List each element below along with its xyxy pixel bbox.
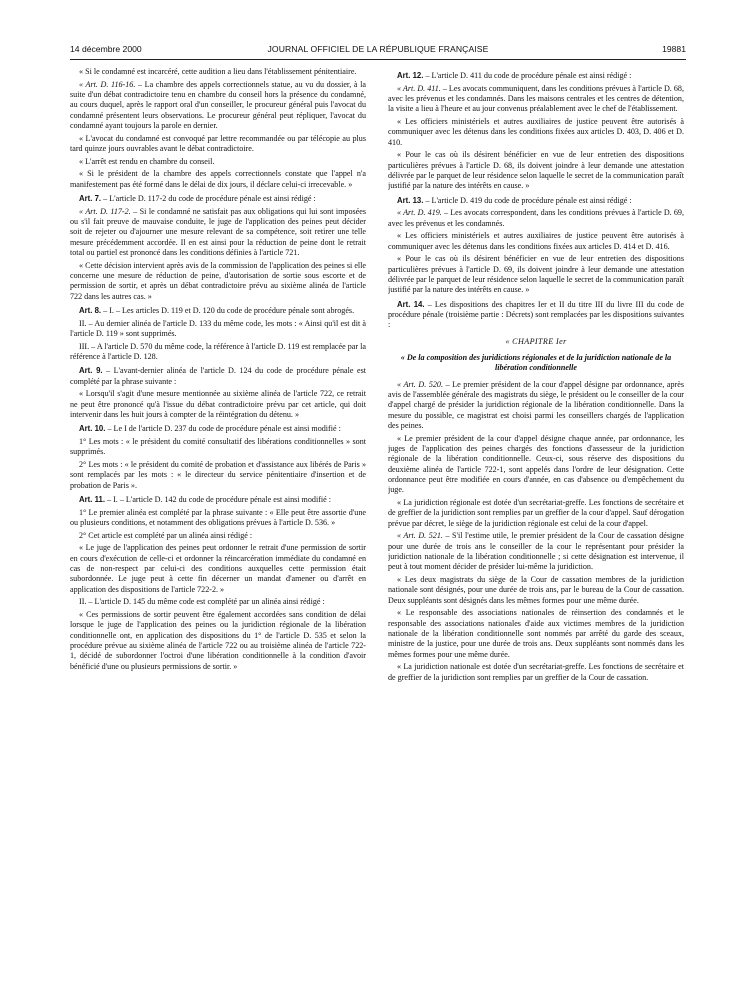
article-paragraph bbox=[388, 196, 684, 206]
paragraph-text: II. – Au dernier alinéa de l'article D. 133 du même code, les mots : « Ainsi qu'il est dit à l'article D. 119 » sont supprimés. bbox=[70, 318, 366, 338]
body-paragraph bbox=[70, 157, 366, 167]
article-reference: « Art. D. 521. bbox=[397, 531, 443, 541]
paragraph-text: 2° Cet article est complété par un alinéa ainsi rédigé : bbox=[79, 530, 253, 540]
body-paragraph bbox=[388, 84, 684, 115]
chapter-heading: « CHAPITRE Ier bbox=[505, 336, 567, 346]
body-paragraph bbox=[70, 134, 366, 155]
article-paragraph bbox=[70, 424, 366, 434]
article-paragraph bbox=[70, 366, 366, 387]
article-number: Art. 12. bbox=[397, 71, 424, 80]
body-paragraph bbox=[70, 261, 366, 302]
body-paragraph bbox=[388, 608, 684, 660]
paragraph-text: – Les dispositions des chapitres Ier et II du titre III du livre III du code de procédure pénale (troisième partie : Décrets) sont remplacées par les dispositions suivantes : bbox=[388, 299, 684, 330]
body-paragraph bbox=[388, 150, 684, 191]
paragraph-text: 2° Les mots : « le président du comité de probation et d'assistance aux libérés de Paris » sont remplacés par les mots : « le directeur du service pénitentiaire d'insertion et de probation de Paris ». bbox=[70, 459, 366, 490]
paragraph-text: – I. – Les articles D. 119 et D. 120 du code de procédure pénale sont abrogés. bbox=[101, 306, 355, 315]
paragraph-text: – La chambre des appels correctionnels statue, au vu du dossier, à la suite d'un débat contradictoire tenu en chambre du conseil hors la présence du condamné, au cours duquel, après le rapport oral d'un conseiller, le procureur général puis l'avocat du condamné présentent leurs observations. Le procureur général peut répliquer, l'avocat du condamné ayant toujours la parole en dernier. bbox=[70, 79, 366, 131]
paragraph-text: « Pour le cas où ils désirent bénéficier en vue de leur entretien des dispositions particulières prévues à l'article D. 69, ils doivent joindre à leur demande une attestation délivrée par le parquet de leur résidence selon laquelle le secret de la communication paraît justifié par la nature des intérêts en cause. » bbox=[388, 254, 684, 295]
paragraph-text: « Le responsable des associations nationales de réinsertion des condamnés et le responsable des associations nationales d'aide aux victimes membres de la juridiction nationale de la libération conditionnelle sont nommés par arrêté du garde des sceaux, ministre de la justice, pour une durée de trois ans. Deux suppléants sont nommés dans les mêmes formes pour une même durée. bbox=[388, 608, 684, 659]
paragraph-text: – Le premier président de la cour d'appel désigne par ordonnance, après avis de l'assemblée générale des magistrats du siège, le président ou le conseiller de la cour d'appel chargé de présider la juridiction régionale de la libération conditionnelle. Dans la mesure du possible, ce magistrat est choisi parmi les conseillers chargés de l'application des peines. bbox=[388, 379, 684, 431]
article-number: Art. 14. bbox=[397, 299, 425, 309]
article-paragraph bbox=[70, 194, 366, 204]
article-number: Art. 9. bbox=[79, 366, 103, 376]
paragraph-text: 1° Le premier alinéa est complété par la phrase suivante : « Elle peut être assortie d'une ou plusieurs conditions, et notamment des obligations prévues à l'article D. 536. » bbox=[70, 507, 366, 527]
paragraph-text: « Lorsqu'il s'agit d'une mesure mentionnée au sixième alinéa de l'article 722, ce retrait ne peut être prononcé qu'à l'issue du débat contradictoire prévu par cet article, qui doit intervenir dans les huit jours à compter de la réintégration du détenu. » bbox=[70, 389, 366, 419]
paragraph-text: 1° Les mots : « le président du comité consultatif des libérations conditionnelles » sont supprimés. bbox=[70, 436, 366, 457]
paragraph-text: « L'arrêt est rendu en chambre du conseil. bbox=[79, 156, 215, 166]
paragraph-text: « Cette décision intervient après avis de la commission de l'application des peines si elle concerne une mesure de réduction de peine, d'autorisation de sortie sous escorte et de permission de sortir, et après un débat contradictoire prévu au sixième alinéa de l'article 722 dans les autres cas. » bbox=[70, 260, 366, 301]
article-number: Art. 11. bbox=[79, 494, 106, 504]
body-paragraph bbox=[70, 169, 366, 190]
article-number: Art. 8. bbox=[79, 306, 102, 315]
paragraph-text: – L'article D. 419 du code de procédure pénale est ainsi rédigé : bbox=[423, 195, 632, 205]
body-paragraph bbox=[70, 67, 366, 77]
chapter-title: « De la composition des juridictions régionales et de la juridiction nationale de la libération conditionnelle bbox=[400, 353, 672, 373]
paragraph-text: – Si le condamné ne satisfait pas aux obligations qui lui sont imposées ou s'il fait preuve de mauvaise conduite, le juge de l'application des peines peut décider soit de rejeter ou d'ajourner une mesure relevant de sa compétence, soit retirer une telle mesure précédemment accordée. Il en est ainsi pour la réduction de peine dont le retrait total ou partiel est prononcé dans les conditions définies à l'article 721. bbox=[70, 206, 366, 257]
body-paragraph bbox=[70, 597, 366, 607]
page-header bbox=[70, 44, 686, 58]
article-reference: « Art. D. 419. bbox=[397, 208, 442, 218]
body-paragraph bbox=[388, 117, 684, 148]
paragraph-text: « Les officiers ministériels et autres auxiliaires de justice peuvent être autorisés à communiquer avec les détenus dans les conditions fixées aux articles D. 403, D. 406 et D. 410. bbox=[388, 116, 684, 147]
paragraph-text: – L'article D. 117-2 du code de procédure pénale est ainsi rédigé : bbox=[101, 193, 316, 203]
paragraph-text: « Les deux magistrats du siège de la Cour de cassation membres de la juridiction nationale sont désignés, pour une durée de trois ans, par le bureau de la Cour de cassation. Deux suppléants sont désignés dans les mêmes formes pour une même durée. bbox=[388, 575, 684, 605]
paragraph-text: – Les avocats correspondent, dans les conditions prévues à l'article D. 69, avec les prévenus et les condamnés. bbox=[388, 208, 684, 228]
body-paragraph bbox=[388, 380, 684, 432]
paragraph-text: – I. – L'article D. 142 du code de procédure pénale est ainsi modifié : bbox=[105, 494, 331, 504]
body-paragraph bbox=[388, 662, 684, 683]
journal-title: JOURNAL OFFICIEL DE LA RÉPUBLIQUE FRANÇAISE bbox=[267, 44, 489, 54]
left-column bbox=[70, 67, 366, 972]
paragraph-text: « Si le président de la chambre des appels correctionnels constate que l'appel n'a manifestement pas été formé dans le délai de dix jours, il déclare celui-ci irrecevable. » bbox=[70, 169, 366, 189]
paragraph-text: III. – A l'article D. 570 du même code, la référence à l'article D. 119 est remplacée par la référence à l'article D. 128. bbox=[70, 341, 366, 361]
paragraph-text: – Les avocats communiquent, dans les conditions prévues à l'article D. 68, avec les prévenus et les condamnés. Dans les maisons centrales et les centres de détention, la visite a lieu à l'heure et au jour convenus préalablement avec le chef de l'établissement. bbox=[388, 83, 684, 114]
body-paragraph bbox=[70, 508, 366, 529]
right-column bbox=[388, 67, 684, 972]
paragraph-text: II. – L'article D. 145 du même code est complété par un alinéa ainsi rédigé : bbox=[79, 597, 325, 607]
body-paragraph bbox=[388, 208, 684, 229]
body-paragraph bbox=[70, 342, 366, 363]
article-reference: « Art. D. 116-16. bbox=[79, 79, 136, 89]
body-paragraph bbox=[70, 389, 366, 420]
article-paragraph bbox=[70, 495, 366, 505]
paragraph-text: « Pour le cas où ils désirent bénéficier en vue de leur entretien des dispositions particulières prévues à l'article D. 68, ils doivent joindre à leur demande une attestation délivrée par le parquet de leur résidence selon laquelle le secret de la communication paraît justifié par la nature des intérêts en cause. » bbox=[388, 150, 684, 191]
paragraph-text: « La juridiction nationale est dotée d'un secrétariat-greffe. Les fonctions de secrétaire et de greffier de la juridiction sont remplies par un greffier de la Cour de cassation. bbox=[388, 662, 684, 682]
header-rule bbox=[70, 59, 686, 60]
paragraph-text: « Ces permissions de sortir peuvent être également accordées sans condition de délai lorsque le juge de l'application des peines ou la juridiction régionale de la libération conditionnelle ont, en application des dispositions du 1° de l'article D. 535 et selon la procédure prévue au sixième alinéa de l'article 722 ou au troisième alinéa de l'article 722-1, décidé de subordonner l'octroi d'une libération conditionnelle à la condition d'avoir bénéficié d'une ou plusieurs permissions de sortir. » bbox=[70, 609, 366, 671]
article-number: Art. 10. bbox=[79, 424, 106, 434]
article-reference: « Art. D. 411. bbox=[397, 83, 441, 93]
body-paragraph bbox=[388, 434, 684, 496]
paragraph-text: « L'avocat du condamné est convoqué par lettre recommandée ou par télécopie au plus tard quinze jours ouvrables avant le débat contradictoire. bbox=[70, 133, 366, 153]
paragraph-text: – L'article D. 411 du code de procédure pénale est ainsi rédigé : bbox=[423, 71, 632, 80]
article-paragraph bbox=[388, 71, 684, 81]
article-paragraph bbox=[70, 306, 366, 316]
body-paragraph bbox=[70, 437, 366, 458]
article-number: Art. 13. bbox=[397, 195, 424, 205]
body-paragraph bbox=[388, 575, 684, 606]
body-paragraph bbox=[388, 254, 684, 295]
article-reference: « Art. D. 117-2. bbox=[79, 206, 131, 216]
body-paragraph bbox=[70, 543, 366, 595]
body-paragraph bbox=[388, 498, 684, 529]
paragraph-text: – Le I de l'article D. 237 du code de procédure pénale est ainsi modifié : bbox=[105, 424, 341, 434]
paragraph-text: « Le premier président de la cour d'appel désigne chaque année, par ordonnance, les juges de l'application des peines chargés des fonctions d'assesseur de la juridiction régionale de la libération conditionnelle. Ceux-ci, sous réserve des dispositions du deuxième alinéa de l'article 722-1, sont appelés dans l'ordre de leur désignation. Cette ordonnance peut être modifiée en cours d'année, en cas d'absence ou d'empêchement du juge. bbox=[388, 433, 684, 495]
article-number: Art. 7. bbox=[79, 193, 102, 203]
publication-date: 14 décembre 2000 bbox=[70, 44, 142, 54]
body-paragraph bbox=[70, 610, 366, 672]
paragraph-text: – L'avant-dernier alinéa de l'article D. 124 du code de procédure pénale est complété par la phrase suivante : bbox=[70, 366, 366, 386]
body-paragraph bbox=[70, 319, 366, 340]
article-reference: « Art. D. 520. bbox=[397, 379, 443, 389]
paragraph-text: « Si le condamné est incarcéré, cette audition a lieu dans l'établissement pénitentiaire. bbox=[79, 67, 357, 76]
paragraph-text: « Les officiers ministériels et autres auxiliaires de justice peuvent être autorisés à communiquer avec les détenus dans les conditions fixées aux articles D. 414 et D. 416. bbox=[388, 231, 684, 251]
body-paragraph bbox=[70, 80, 366, 132]
body-paragraph bbox=[70, 531, 366, 541]
body-paragraph bbox=[388, 531, 684, 572]
body-paragraph bbox=[70, 207, 366, 259]
page-number: 19881 bbox=[662, 44, 686, 54]
body-paragraph bbox=[70, 460, 366, 491]
paragraph-text: – S'il l'estime utile, le premier président de la Cour de cassation désigne pour une durée de trois ans le conseiller de la cour le représentant pour présider la juridiction nationale de la libération conditionnelle ; si cette désignation est intervenue, il peut à tout moment décider de présider lui-même la juridiction. bbox=[388, 531, 684, 572]
article-paragraph bbox=[388, 300, 684, 331]
paragraph-text: « La juridiction régionale est dotée d'un secrétariat-greffe. Les fonctions de secrétaire et de greffier de la juridiction sont remplies par un greffier de la cour d'appel. Sauf dérogation prévue par décret, le siège de la juridiction régionale est celui de la cour d'appel. bbox=[388, 498, 684, 528]
paragraph-text: « Le juge de l'application des peines peut ordonner le retrait d'une permission de sortir en cours d'exécution de celle-ci et ordonner la réincarcération immédiate du condamné en cas de non-respect par celui-ci des conditions auxquelles cette permission était subordonnée. Le juge peut à cette fin décerner un mandat d'amener ou d'arrêt en application des dispositions de l'article 722-2. » bbox=[70, 543, 366, 594]
body-paragraph bbox=[388, 231, 684, 252]
